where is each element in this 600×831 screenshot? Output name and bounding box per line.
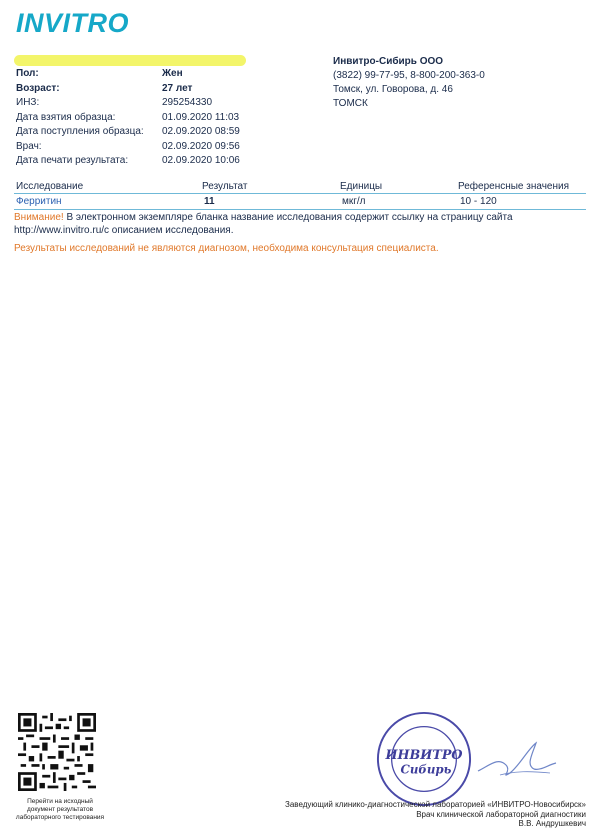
invitro-logo: INVITRO	[16, 8, 130, 38]
qr-caption	[14, 798, 106, 822]
notice	[14, 212, 574, 237]
qr-caption-line: Перейти на исходный	[27, 798, 93, 805]
field-label: Дата взятия образца:	[16, 111, 116, 123]
test-reference: 10 - 120	[460, 196, 497, 207]
notice-text-after: описанием исследования.	[109, 224, 234, 236]
notice-text: В электронном экземпляре бланка название исследования содержит ссылку на страницу сайта	[63, 212, 513, 223]
footer-line: Врач клинической лабораторной диагностики	[416, 809, 586, 819]
lab-info	[333, 55, 485, 111]
qr-caption-line: лабораторного тестирования	[15, 814, 105, 821]
stamp-text-2: Сибирь	[400, 762, 452, 777]
header-reference: Референсные значения	[458, 180, 570, 192]
lab-address: Томск, ул. Говорова, д. 46	[333, 84, 453, 95]
test-name-link[interactable]: Ферритин	[16, 196, 62, 207]
field-value: Жен	[162, 68, 183, 79]
footer-doctor-name: В.В. Андрушкевич	[518, 819, 586, 828]
table-header	[14, 179, 586, 194]
results-table	[14, 179, 586, 210]
header-test: Исследование	[16, 180, 84, 192]
field-print-date	[16, 154, 322, 169]
field-label: ИНЗ:	[16, 97, 40, 108]
field-value: 27 лет	[162, 82, 193, 94]
field-doctor	[16, 140, 322, 155]
doctor-signature	[470, 735, 560, 785]
field-sex	[16, 67, 322, 82]
field-label: Дата печати результата:	[16, 155, 129, 166]
redacted-patient-name	[14, 55, 246, 66]
table-row	[14, 194, 586, 210]
field-value: 01.09.2020 11:03	[162, 111, 240, 123]
field-label: Пол:	[16, 68, 39, 79]
header-units: Единицы	[340, 180, 383, 192]
lab-phones: (3822) 99-77-95, 8-800-200-363-0	[333, 70, 485, 81]
stamp-text-1: ИНВИТРО	[385, 748, 463, 763]
test-result: 11	[204, 196, 215, 207]
field-label: Дата поступления образца:	[16, 126, 144, 137]
patient-info	[16, 67, 322, 169]
field-value: 02.09.2020 10:06	[162, 155, 240, 166]
warning-word: Внимание!	[14, 212, 64, 223]
field-sample-date	[16, 111, 322, 126]
field-value: 295254330	[162, 97, 213, 108]
field-age	[16, 82, 322, 97]
field-label: Возраст:	[16, 82, 60, 94]
footer-signature-block	[285, 800, 586, 829]
lab-stamp	[375, 710, 473, 808]
qr-code[interactable]	[18, 713, 96, 791]
field-value: 02.09.2020 08:59	[162, 126, 240, 137]
header-result: Результат	[202, 180, 248, 192]
footer-line: Заведующий клинико-диагностической лабораторией «ИНВИТРО-Новосибирск»	[285, 800, 586, 809]
field-received-date	[16, 125, 322, 140]
field-value: 02.09.2020 09:56	[162, 140, 240, 152]
notice-link[interactable]: http://www.invitro.ru/c	[14, 224, 110, 236]
field-label: Врач:	[16, 140, 42, 152]
disclaimer: Результаты исследований не являются диагнозом, необходима консультация специалиста.	[14, 243, 439, 254]
field-inz	[16, 96, 322, 111]
test-units: мкг/л	[342, 196, 366, 207]
lab-city: ТОМСК	[333, 98, 368, 109]
qr-caption-line: документ результатов	[26, 806, 94, 813]
lab-name: Инвитро-Сибирь ООО	[333, 56, 444, 67]
